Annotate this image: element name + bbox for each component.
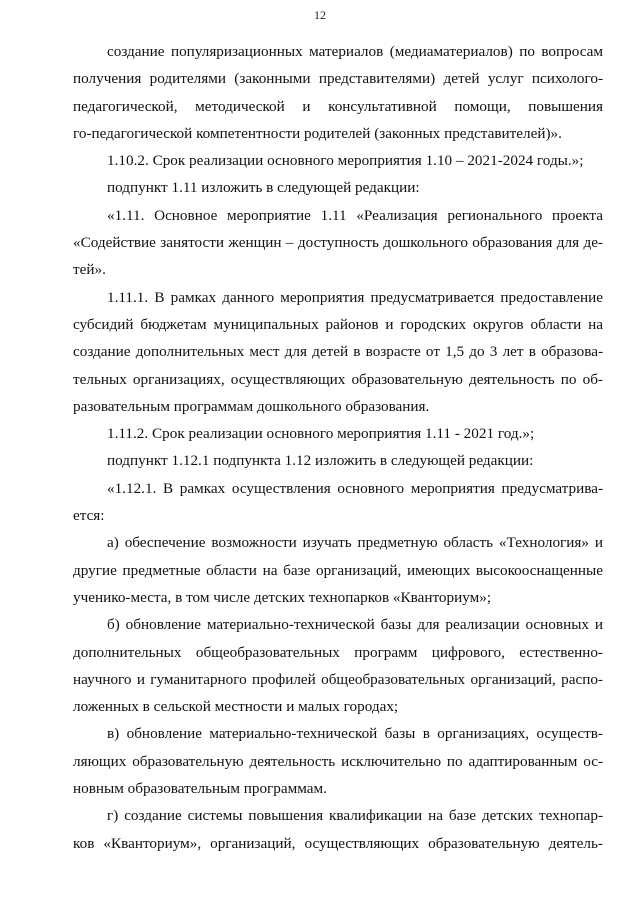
- document-body: [73, 38, 603, 857]
- page-number: 12: [314, 8, 326, 22]
- text-line: го-педагогической компетентности родителей (законных представителей)».: [73, 124, 562, 142]
- text-line: 1.10.2. Срок реализации основного мероприятия 1.10 – 2021-2024 годы.»;: [107, 152, 584, 170]
- text-line: а) обеспечение возможности изучать предметную область «Технология» и: [107, 534, 603, 552]
- text-line: в) обновление материально-технической базы в организациях, осуществ-: [107, 725, 603, 743]
- text-line: получения родителями (законными представителями) детей услуг психолого-: [73, 70, 603, 88]
- text-line: б) обновление материально-технической базы для реализации основных и: [107, 616, 603, 634]
- text-line: тей».: [73, 261, 106, 279]
- text-line: создание дополнительных мест для детей в возрасте от 1,5 до 3 лет в образова-: [73, 343, 603, 361]
- text-line: субсидий бюджетам муниципальных районов и городских округов области на: [73, 315, 603, 333]
- text-line: ложенных в сельской местности и малых городах;: [73, 698, 399, 716]
- text-line: ученико-места, в том числе детских технопарков «Кванториум»;: [73, 588, 492, 606]
- text-line: ляющих образовательную деятельность исключительно по адаптированным ос-: [73, 752, 603, 770]
- text-line: новным образовательным программам.: [73, 780, 327, 798]
- text-line: другие предметные области на базе организаций, имеющих высокооснащенные: [73, 561, 603, 579]
- text-line: создание популяризационных материалов (медиаматериалов) по вопросам: [107, 43, 603, 60]
- text-line: педагогической, методической и консультативной помощи, повышения: [73, 97, 603, 115]
- text-line: ков «Кванториум», организаций, осуществляющих образовательную деятель-: [73, 834, 603, 852]
- text-line: разовательным программам дошкольного образования.: [73, 397, 430, 415]
- text-line: ется:: [73, 507, 105, 525]
- text-line: тельных организациях, осуществляющих образовательную деятельность по об-: [73, 370, 603, 388]
- text-line: 1.11.2. Срок реализации основного мероприятия 1.11 - 2021 год.»;: [107, 425, 535, 443]
- text-line: г) создание системы повышения квалификации на базе детских технопар-: [107, 807, 603, 825]
- text-line: 1.11.1. В рамках данного мероприятия предусматривается предоставление: [107, 288, 603, 306]
- text-line: подпункт 1.12.1 подпункта 1.12 изложить в следующей редакции:: [107, 452, 534, 470]
- text-line: подпункт 1.11 изложить в следующей редакции:: [107, 179, 420, 197]
- text-line: дополнительных общеобразовательных программ цифрового, естественно-: [73, 643, 603, 661]
- text-line: научного и гуманитарного профилей общеобразовательных организаций, распо-: [73, 670, 603, 688]
- text-line: «1.12.1. В рамках осуществления основного мероприятия предусматрива-: [107, 479, 603, 497]
- text-line: «Содействие занятости женщин – доступность дошкольного образования для де-: [73, 234, 603, 252]
- text-line: «1.11. Основное мероприятие 1.11 «Реализация регионального проекта: [107, 206, 603, 224]
